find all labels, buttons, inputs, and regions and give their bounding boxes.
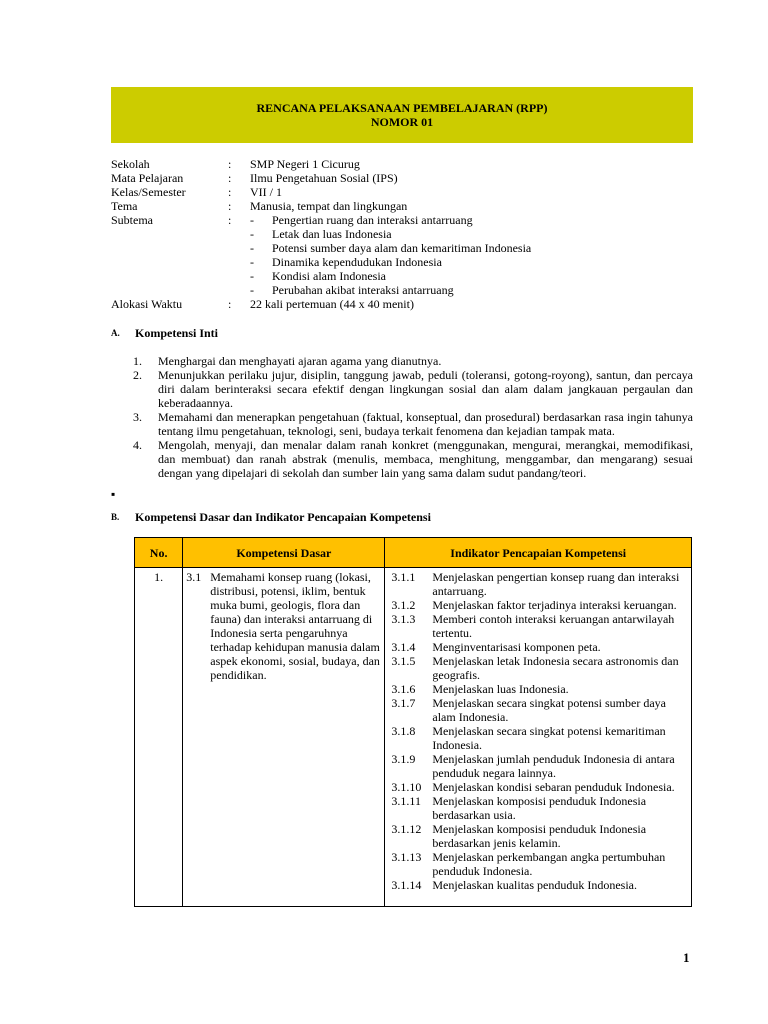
indikator-item <box>391 682 687 696</box>
indikator-text: Menjelaskan komposisi penduduk Indonesia berdasarkan jenis kelamin. <box>432 822 647 850</box>
header-kompetensi-dasar: Kompetensi Dasar <box>183 538 385 568</box>
indikator-code: 3.1.5 <box>391 654 416 668</box>
dash-marker: - <box>250 283 254 297</box>
indikator-item <box>391 570 687 598</box>
info-label: Tema <box>111 199 138 213</box>
indikator-code: 3.1.13 <box>391 850 422 864</box>
info-label: Alokasi Waktu <box>111 297 183 311</box>
header-indikator: Indikator Pencapaian Kompetensi <box>385 538 692 568</box>
indikator-item <box>391 724 687 752</box>
section-title: Kompetensi Inti <box>135 326 219 340</box>
info-colon: : <box>228 213 232 227</box>
info-value: Ilmu Pengetahuan Sosial (IPS) <box>250 171 398 185</box>
info-value: VII / 1 <box>250 185 282 199</box>
dash-marker: - <box>250 241 254 255</box>
kompetensi-table <box>134 537 692 907</box>
info-colon: : <box>228 199 232 213</box>
indikator-text: Menjelaskan secara singkat potensi sumber daya alam Indonesia. <box>432 696 666 724</box>
indikator-text: Menginventarisasi komponen peta. <box>432 640 601 654</box>
info-value: SMP Negeri 1 Cicurug <box>250 157 360 171</box>
indikator-item <box>391 780 687 794</box>
title-line-1: RENCANA PELAKSANAAN PEMBELAJARAN (RPP) <box>256 101 548 115</box>
section-a-heading <box>111 326 218 340</box>
indikator-text: Menjelaskan secara singkat potensi kemaritiman Indonesia. <box>432 724 666 752</box>
info-row-mapel <box>111 171 701 185</box>
table-row <box>135 568 692 907</box>
indikator-item <box>391 654 687 682</box>
kd-text: Memahami konsep ruang (lokasi, distribusi, potensi, iklim, bentuk muka bumi, geologis, flora dan fauna) dan interaksi antarruang di Indonesia serta pengaruhnya terhadap kehidupan manusia dalam aspek ekonomi, sosial, budaya, dan pendidikan. <box>210 570 380 682</box>
kompetensi-inti-list <box>133 354 693 480</box>
cell-indikator <box>385 568 692 907</box>
list-number: 1. <box>133 354 142 368</box>
list-text: Memahami dan menerapkan pengetahuan (faktual, konseptual, dan prosedural) berdasarkan rasa ingin tahunya tentang ilmu pengetahuan, teknologi, seni, budaya terkait fenomena dan kejadian tampak mata. <box>158 410 693 438</box>
dash-marker: - <box>250 213 254 227</box>
subtema-text: Potensi sumber daya alam dan kemaritiman Indonesia <box>272 241 532 255</box>
list-text: Menghargai dan menghayati ajaran agama yang dianutnya. <box>158 354 442 368</box>
subtema-text: Dinamika kependudukan Indonesia <box>272 255 442 269</box>
dash-marker: - <box>250 255 254 269</box>
info-value: Manusia, tempat dan lingkungan <box>250 199 408 213</box>
indikator-code: 3.1.12 <box>391 822 422 836</box>
indikator-text: Menjelaskan kondisi sebaran penduduk Indonesia. <box>432 780 675 794</box>
list-item <box>133 354 693 368</box>
indikator-code: 3.1.14 <box>391 878 422 892</box>
indikator-text: Menjelaskan komposisi penduduk Indonesia berdasarkan usia. <box>432 794 647 822</box>
info-label: Mata Pelajaran <box>111 171 184 185</box>
table-header-row <box>135 538 692 568</box>
indikator-item <box>391 696 687 724</box>
info-row-sekolah <box>111 157 701 171</box>
header-no: No. <box>135 538 183 568</box>
indikator-item <box>391 598 687 612</box>
list-number: 3. <box>133 410 142 424</box>
dash-marker: - <box>250 227 254 241</box>
section-letter: B. <box>111 512 120 522</box>
indikator-item <box>391 752 687 780</box>
subtema-item <box>250 241 701 255</box>
subtema-text: Pengertian ruang dan interaksi antarruang <box>272 213 473 227</box>
info-colon: : <box>228 185 232 199</box>
subtema-text: Perubahan akibat interaksi antarruang <box>272 283 454 297</box>
indikator-code: 3.1.3 <box>391 612 416 626</box>
indikator-text: Memberi contoh interaksi keruangan antarwilayah tertentu. <box>432 612 675 640</box>
list-text: Menunjukkan perilaku jujur, disiplin, tanggung jawab, peduli (toleransi, gotong-royong), santun, dan percaya diri dalam berinteraksi secara efektif dengan lingkungan sosial dan alam dalam jangkauan pergaulan dan keberadaannya. <box>158 368 693 410</box>
indikator-item <box>391 794 687 822</box>
indikator-code: 3.1.11 <box>391 794 421 808</box>
list-number: 4. <box>133 438 142 452</box>
indikator-item <box>391 612 687 640</box>
info-value: 22 kali pertemuan (44 x 40 menit) <box>250 297 414 311</box>
list-text: Mengolah, menyaji, dan menalar dalam ranah konkret (menggunakan, mengurai, merangkai, memodifikasi, dan membuat) dan ranah abstrak (menulis, membaca, menghitung, menggambar, dan mengarang) sesuai dengan yang dipelajari di sekolah dan sumber lain yang sama dalam sudut pandang/teori. <box>158 438 693 480</box>
subtema-text: Kondisi alam Indonesia <box>272 269 386 283</box>
kd-item <box>186 570 380 682</box>
indikator-code: 3.1.6 <box>391 682 416 696</box>
cell-kompetensi-dasar <box>183 568 385 907</box>
subtema-item <box>250 227 701 241</box>
indikator-code: 3.1.1 <box>391 570 416 584</box>
kd-code: 3.1 <box>186 570 202 584</box>
page-number: 1 <box>683 950 690 965</box>
indikator-text: Menjelaskan luas Indonesia. <box>432 682 569 696</box>
identity-block <box>111 157 701 311</box>
dash-marker: - <box>250 269 254 283</box>
info-row-alokasi <box>111 297 701 311</box>
indikator-code: 3.1.10 <box>391 780 422 794</box>
list-item <box>133 368 693 410</box>
info-colon: : <box>228 297 232 311</box>
indikator-item <box>391 878 687 892</box>
info-colon: : <box>228 171 232 185</box>
subtema-item <box>250 283 701 297</box>
info-row-subtema <box>111 213 701 297</box>
list-item <box>133 438 693 480</box>
indikator-text: Menjelaskan kualitas penduduk Indonesia. <box>432 878 638 892</box>
title-banner <box>111 87 693 143</box>
indikator-text: Menjelaskan perkembangan angka pertumbuhan penduduk Indonesia. <box>432 850 666 878</box>
indikator-text: Menjelaskan faktor terjadinya interaksi keruangan. <box>432 598 677 612</box>
list-number: 2. <box>133 368 142 382</box>
info-row-tema <box>111 199 701 213</box>
indikator-code: 3.1.7 <box>391 696 416 710</box>
bullet-marker: ▪ <box>111 487 116 501</box>
subtema-item <box>250 269 701 283</box>
subtema-item <box>250 255 701 269</box>
subtema-text: Letak dan luas Indonesia <box>272 227 392 241</box>
info-label: Sekolah <box>111 157 150 171</box>
indikator-item <box>391 822 687 850</box>
cell-no: 1. <box>135 568 183 907</box>
subtema-item <box>250 213 701 227</box>
section-title: Kompetensi Dasar dan Indikator Pencapaian Kompetensi <box>135 510 431 524</box>
title-line-2: NOMOR 01 <box>370 115 434 129</box>
indikator-text: Menjelaskan letak Indonesia secara astronomis dan geografis. <box>432 654 679 682</box>
info-label: Subtema <box>111 213 153 227</box>
section-b-heading <box>111 510 431 524</box>
info-row-kelas <box>111 185 701 199</box>
indikator-item <box>391 850 687 878</box>
info-colon: : <box>228 157 232 171</box>
indikator-code: 3.1.4 <box>391 640 416 654</box>
list-item <box>133 410 693 438</box>
indikator-code: 3.1.9 <box>391 752 416 766</box>
subtema-list <box>250 213 701 297</box>
indikator-text: Menjelaskan jumlah penduduk Indonesia di antara penduduk negara lainnya. <box>432 752 675 780</box>
indikator-item <box>391 640 687 654</box>
indikator-code: 3.1.8 <box>391 724 416 738</box>
indikator-text: Menjelaskan pengertian konsep ruang dan interaksi antarruang. <box>432 570 680 598</box>
info-label: Kelas/Semester <box>111 185 186 199</box>
section-letter: A. <box>111 328 120 338</box>
indikator-code: 3.1.2 <box>391 598 416 612</box>
